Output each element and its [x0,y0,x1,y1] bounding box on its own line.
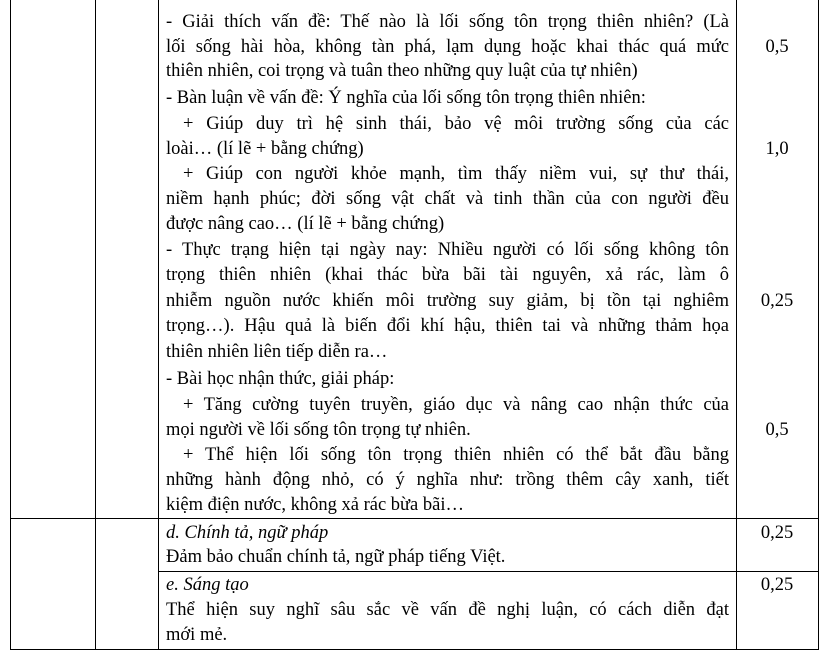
table-border-right [818,0,819,650]
text-line: thiên nhiên liên tiếp diễn ra… [166,342,388,362]
table-border-left [10,0,11,650]
text-line: mọi người về lối sống tôn trọng tự nhiên. [166,420,471,440]
score-cell: 0,25 [760,291,794,311]
text-line: niềm hạnh phúc; đời sống vật chất và tinh thần của con người đều [166,189,729,209]
column-divider-3 [736,0,737,650]
table-border-bottom [10,649,819,650]
row-divider-d [10,518,819,519]
text-line: mới mẻ. [166,625,228,645]
score-cell: 1,0 [765,139,789,159]
score-cell: 0,5 [765,420,789,440]
text-line: Thể hiện suy nghĩ sâu sắc về vấn đề nghị luận, có cách diễn đạt [166,600,729,620]
text-line: nhiễm nguồn nước khiến môi trường suy giảm, bị tồn tại nghiêm [166,291,729,311]
text-line: - Giải thích vấn đề: Thế nào là lối sống tôn trọng thiên nhiên? (Là [166,12,729,32]
text-line: Đảm bảo chuẩn chính tả, ngữ pháp tiếng Việt. [166,547,506,567]
text-line: + Giúp duy trì hệ sinh thái, bảo vệ môi trường sống của các [183,114,729,134]
text-line: + Tăng cường tuyên truyền, giáo dục và nâng cao nhận thức của [183,395,729,415]
text-line: thiên nhiên, coi trọng và tuân theo những quy luật của tự nhiên) [166,61,638,81]
text-line: loài… (lí lẽ + bằng chứng) [166,139,364,159]
text-line: + Thể hiện lối sống tôn trọng thiên nhiên có thể bắt đầu bằng [183,445,729,465]
text-line: - Thực trạng hiện tại ngày nay: Nhiều người có lối sống không tôn [166,240,729,260]
column-divider-2 [158,0,159,650]
row-divider-e [158,571,819,572]
text-line: kiệm điện nước, không xả rác bừa bãi… [166,495,464,515]
criterion-heading: d. Chính tả, ngữ pháp [166,523,329,543]
score-cell: 0,25 [760,523,794,543]
text-line: + Giúp con người khỏe mạnh, tìm thấy niềm vui, sự thư thái, [183,164,729,184]
column-divider-1 [95,0,96,650]
text-line: lối sống hài hòa, không tàn phá, lạm dụng hoặc khai thác quá mức [166,36,729,57]
text-line: được nâng cao… (lí lẽ + bằng chứng) [166,214,445,234]
text-line: trọng…). Hậu quả là biến đổi khí hậu, thiên tai và những thảm họa [166,316,729,336]
text-line: trọng thiên nhiên (khai thác bừa bãi tài nguyên, xả rác, làm ô [166,265,729,285]
text-line: những hành động nhỏ, có ý nghĩa như: trồng thêm cây xanh, tiết [166,470,729,490]
score-cell: 0,25 [760,575,794,595]
criterion-heading: e. Sáng tạo [166,575,249,595]
text-line: - Bàn luận về vấn đề: Ý nghĩa của lối sống tôn trọng thiên nhiên: [166,88,646,108]
text-line: - Bài học nhận thức, giải pháp: [166,369,395,389]
score-cell: 0,5 [765,36,789,57]
